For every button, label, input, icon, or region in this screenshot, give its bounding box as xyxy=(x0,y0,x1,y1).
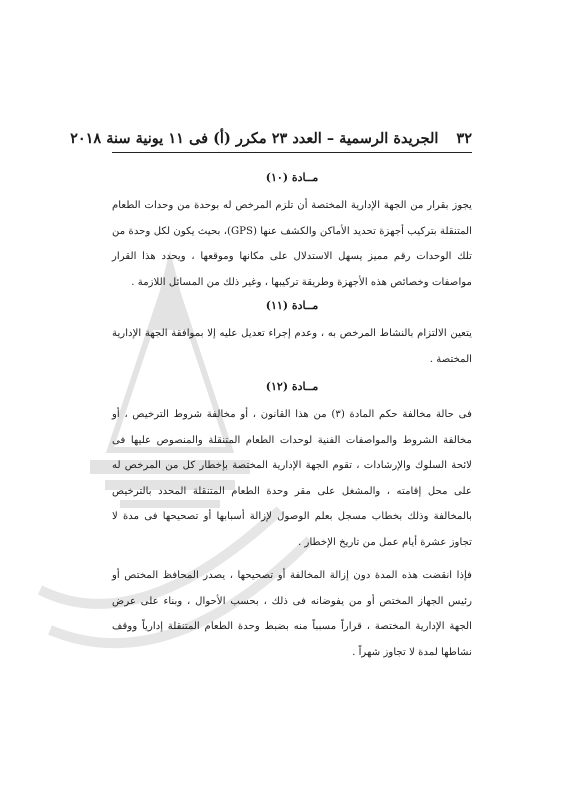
article-11-title: مــادة (١١) xyxy=(265,299,319,312)
article-12-paragraph-2: فإذا انقضت هذه المدة دون إزالة المخالفة أو تصحيحها ، يصدر المحافظ المختص أو رئيس الجهاز المختص أو من يفوضانه فى ذلك ، بحسب الأحوال ، وبناء على عرض الجهة الإدارية المختصة ، قراراً مسبباً منه بضبط وحدة الطعام المتنقلة إدارياً ووقف نشاطها لمدة لا تجاوز شهراً . xyxy=(112,570,472,658)
document-page xyxy=(70,130,472,665)
page-number: ٣٢ xyxy=(456,130,472,147)
article-12-paragraph-1: فى حالة مخالفة حكم المادة (٣) من هذا القانون ، أو مخالفة شروط الترخيص ، أو مخالفة الشروط والمواصفات الفنية لوحدات الطعام المتنقلة والمنصوص عليها فى لائحة السلوك والإرشادات ، تقوم الجهة الإدارية المختصة بإخطار كل من المرخص له على محل إقامته ، والمشغل على مقر وحدة الطعام المتنقلة المحدد بالترخيص بالمخالفة وذلك بخطاب مسجل بعلم الوصول لإزالة أسبابها أو تصحيحها فى مدة لا تجاوز عشرة أيام عمل من تاريخ الإخطار . xyxy=(112,409,472,548)
article-10-text: يجوز بقرار من الجهة الإدارية المختصة أن تلزم المرخص له بوحدة من وحدات الطعام المتنقلة بتركيب أجهزة تحديد الأماكن والكشف عنها (GPS)، بحيث يكون لكل وحدة من تلك الوحدات رقم مميز يسهل الاستدلال على مكانها وموقعها ، ويحدد هذا القرار مواصفات وخصائص هذه الأجهزة وطريقة تركيبها ، وغير ذلك من المسائل اللازمة . xyxy=(112,200,472,288)
page-header xyxy=(70,130,472,153)
article-10-title: مــادة (١٠) xyxy=(265,171,319,184)
article-11-text: يتعين الالتزام بالنشاط المرخص به ، وعدم إجراء تعديل عليه إلا بموافقة الجهة الإدارية المختصة . xyxy=(112,328,472,365)
gazette-title: الجريدة الرسمية – العدد ٢٣ مكرر (أ) فى ١١ يونية سنة ٢٠١٨ xyxy=(70,130,439,147)
article-12-title: مــادة (١٢) xyxy=(265,380,319,393)
